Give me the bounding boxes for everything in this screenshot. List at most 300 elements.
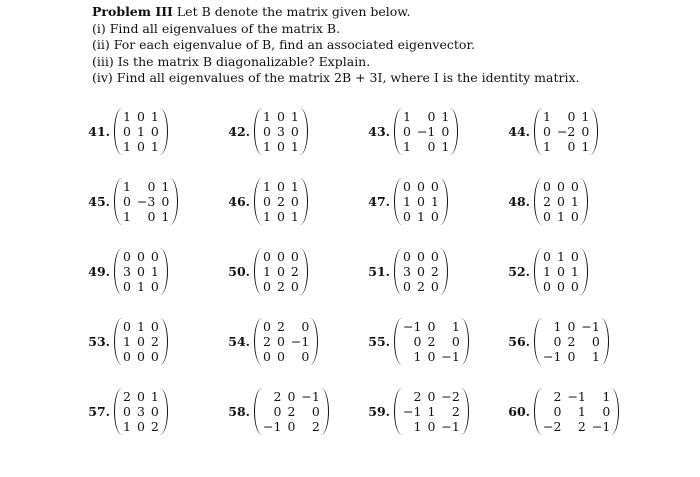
matrix-row bbox=[260, 419, 323, 434]
matrix-entry: 0 bbox=[290, 193, 299, 209]
matrix bbox=[394, 388, 469, 435]
matrix-entry: 0 bbox=[427, 418, 436, 434]
matrix-row bbox=[400, 179, 442, 194]
matrix-entry: 0 bbox=[430, 178, 439, 194]
matrix-entry: 1 bbox=[430, 193, 439, 209]
matrix-entry: 1 bbox=[591, 348, 600, 364]
matrix-row bbox=[540, 404, 613, 419]
matrix-row bbox=[540, 264, 582, 279]
problem-item bbox=[88, 96, 232, 166]
matrix-row bbox=[260, 139, 302, 154]
problem-number: 59. bbox=[368, 403, 390, 419]
problem-item bbox=[228, 96, 372, 166]
matrix-entry: 0 bbox=[290, 278, 299, 294]
matrix-row bbox=[540, 319, 603, 334]
matrix-entry: 1 bbox=[581, 138, 590, 154]
problem-item bbox=[88, 236, 232, 306]
matrix-row bbox=[260, 194, 302, 209]
matrix-entry: 1 bbox=[553, 318, 562, 334]
matrix-entry: 3 bbox=[403, 263, 411, 279]
matrix-entry: 1 bbox=[150, 388, 159, 404]
matrix-entry: 2 bbox=[577, 418, 586, 434]
matrix-entry: 2 bbox=[276, 278, 285, 294]
matrix-entry: 1 bbox=[556, 248, 565, 264]
matrix-entry: 0 bbox=[290, 248, 299, 264]
matrix-entry: 0 bbox=[567, 318, 576, 334]
problem-number: 45. bbox=[88, 193, 110, 209]
instruction-4: (iv) Find all eigenvalues of the matrix 2B + 3I, where I is the identity matrix. bbox=[92, 70, 580, 85]
matrix-entry: 0 bbox=[290, 123, 299, 139]
matrix-entry: −1 bbox=[441, 418, 460, 434]
problem-number: 56. bbox=[508, 333, 530, 349]
matrix-row bbox=[120, 404, 162, 419]
matrix-row bbox=[540, 334, 603, 349]
matrix-entry: 2 bbox=[567, 333, 576, 349]
matrix-entry: 0 bbox=[416, 263, 425, 279]
matrix-row bbox=[120, 109, 162, 124]
matrix-entry: 1 bbox=[150, 108, 159, 124]
matrix-row bbox=[260, 179, 302, 194]
matrix-row bbox=[120, 419, 162, 434]
matrix-entry: 0 bbox=[570, 248, 579, 264]
matrix-entry: 0 bbox=[276, 108, 285, 124]
problem-number: 50. bbox=[228, 263, 250, 279]
matrix-entry: 1 bbox=[290, 178, 299, 194]
matrix bbox=[534, 108, 598, 155]
matrix-row bbox=[260, 319, 312, 334]
matrix-entry: 0 bbox=[416, 248, 425, 264]
matrix-entry: 0 bbox=[567, 138, 576, 154]
matrix bbox=[534, 248, 588, 295]
matrix-entry: 1 bbox=[602, 388, 611, 404]
matrix-entry: 0 bbox=[147, 178, 156, 194]
matrix-entry: 1 bbox=[263, 138, 271, 154]
problem-item bbox=[88, 376, 232, 446]
matrix-entry: 0 bbox=[123, 278, 131, 294]
matrix-entry: 0 bbox=[403, 278, 411, 294]
matrix-entry: 1 bbox=[413, 348, 422, 364]
matrix-row bbox=[120, 209, 172, 224]
matrix-entry: 0 bbox=[150, 318, 159, 334]
matrix-entry: 0 bbox=[150, 248, 159, 264]
matrix-entry: 1 bbox=[403, 108, 411, 124]
matrix-row bbox=[260, 264, 302, 279]
matrix-entry: −1 bbox=[567, 388, 586, 404]
matrix bbox=[254, 108, 308, 155]
matrix-entry: 0 bbox=[136, 138, 145, 154]
matrix-entry: 2 bbox=[150, 418, 159, 434]
matrix bbox=[114, 248, 168, 295]
problem-item bbox=[368, 376, 512, 446]
matrix-entry: 3 bbox=[276, 123, 285, 139]
matrix-entry: 0 bbox=[581, 123, 590, 139]
matrix-entry: 2 bbox=[427, 333, 436, 349]
matrix-entry: 0 bbox=[150, 348, 159, 364]
matrix-entry: 0 bbox=[147, 208, 156, 224]
matrix-entry: 0 bbox=[136, 418, 145, 434]
matrix-row bbox=[260, 109, 302, 124]
matrix-entry: 0 bbox=[123, 403, 131, 419]
matrix-entry: 1 bbox=[441, 138, 450, 154]
problem-row bbox=[88, 236, 652, 306]
matrix-entry: 0 bbox=[150, 123, 159, 139]
matrix-entry: 0 bbox=[430, 278, 439, 294]
matrix-row bbox=[540, 109, 592, 124]
matrix-entry: 1 bbox=[290, 138, 299, 154]
matrix-entry: 1 bbox=[123, 208, 131, 224]
matrix-entry: 0 bbox=[403, 248, 411, 264]
matrix-entry: 0 bbox=[416, 178, 425, 194]
matrix-entry: 2 bbox=[430, 263, 439, 279]
problem-title: Problem III bbox=[92, 4, 173, 19]
matrix bbox=[114, 178, 178, 225]
matrix-entry: 2 bbox=[263, 333, 271, 349]
matrix-row bbox=[260, 389, 323, 404]
matrix-entry: 1 bbox=[543, 263, 551, 279]
matrix-entry: 1 bbox=[263, 208, 271, 224]
matrix-entry: 1 bbox=[123, 418, 131, 434]
matrix-row bbox=[400, 349, 463, 364]
matrix-row bbox=[540, 179, 582, 194]
matrix-row bbox=[400, 279, 442, 294]
matrix-row bbox=[400, 419, 463, 434]
problem-item bbox=[228, 236, 372, 306]
problem-number: 53. bbox=[88, 333, 110, 349]
matrix bbox=[394, 318, 469, 365]
matrix-entry: −2 bbox=[556, 123, 576, 139]
problem-item bbox=[228, 376, 372, 446]
matrix-entry: 0 bbox=[553, 333, 562, 349]
matrix-entry: 1 bbox=[403, 138, 411, 154]
problem-item bbox=[368, 306, 512, 376]
matrix-row bbox=[400, 194, 442, 209]
matrix bbox=[394, 108, 458, 155]
matrix-entry: −1 bbox=[416, 123, 436, 139]
problem-number: 46. bbox=[228, 193, 250, 209]
matrix-entry: 0 bbox=[543, 123, 551, 139]
matrix-entry: 0 bbox=[567, 348, 576, 364]
matrix-entry: 1 bbox=[136, 123, 145, 139]
matrix-entry: −1 bbox=[581, 318, 600, 334]
problem-item bbox=[368, 236, 512, 306]
matrix-row bbox=[400, 319, 463, 334]
matrix-entry: 1 bbox=[263, 108, 271, 124]
matrix-entry: 1 bbox=[263, 263, 271, 279]
matrix-entry: 1 bbox=[150, 263, 159, 279]
matrix-entry: 0 bbox=[263, 278, 271, 294]
matrix-row bbox=[120, 249, 162, 264]
problem-item bbox=[88, 166, 232, 236]
instruction-1: (i) Find all eigenvalues of the matrix B. bbox=[92, 20, 341, 36]
problem-item bbox=[368, 96, 512, 166]
matrix-problem-grid bbox=[88, 96, 652, 446]
matrix-entry: 0 bbox=[556, 278, 565, 294]
matrix-entry: −1 bbox=[301, 388, 320, 404]
matrix-entry: 0 bbox=[441, 123, 450, 139]
matrix-entry: 0 bbox=[276, 208, 285, 224]
matrix-entry: 1 bbox=[161, 178, 170, 194]
matrix-entry: 1 bbox=[290, 208, 299, 224]
matrix-entry: 0 bbox=[591, 333, 600, 349]
matrix-entry: 0 bbox=[427, 388, 436, 404]
matrix-entry: 0 bbox=[150, 278, 159, 294]
matrix-entry: 1 bbox=[413, 418, 422, 434]
matrix-entry: 1 bbox=[427, 403, 436, 419]
matrix-row bbox=[400, 404, 463, 419]
matrix-row bbox=[260, 349, 312, 364]
matrix-row bbox=[400, 334, 463, 349]
matrix-entry: 1 bbox=[543, 138, 551, 154]
matrix-entry: −1 bbox=[441, 348, 460, 364]
matrix-entry: 1 bbox=[577, 403, 586, 419]
matrix-entry: 2 bbox=[416, 278, 425, 294]
matrix-row bbox=[400, 109, 452, 124]
matrix bbox=[114, 318, 168, 365]
instruction-2: (ii) For each eigenvalue of B, find an associated eigenvector. bbox=[92, 37, 476, 52]
matrix-entry: 0 bbox=[123, 248, 131, 264]
matrix-row bbox=[120, 179, 172, 194]
matrix-row bbox=[120, 334, 162, 349]
matrix-entry: 0 bbox=[263, 318, 271, 334]
problem-item bbox=[228, 306, 372, 376]
matrix-entry: 0 bbox=[543, 208, 551, 224]
matrix-entry: 0 bbox=[570, 208, 579, 224]
matrix bbox=[534, 318, 609, 365]
matrix-entry: −3 bbox=[136, 193, 156, 209]
problem-statement bbox=[92, 4, 579, 87]
matrix bbox=[394, 178, 448, 225]
matrix-entry: −1 bbox=[403, 318, 422, 334]
matrix-row bbox=[540, 139, 592, 154]
matrix-entry: 0 bbox=[403, 208, 411, 224]
matrix-entry: 0 bbox=[403, 123, 411, 139]
matrix-entry: 0 bbox=[276, 248, 285, 264]
matrix-entry: 0 bbox=[136, 248, 145, 264]
problem-item bbox=[228, 166, 372, 236]
matrix-entry: 0 bbox=[602, 403, 611, 419]
problem-number: 52. bbox=[508, 263, 530, 279]
matrix-row bbox=[540, 209, 582, 224]
matrix-entry: −1 bbox=[591, 418, 611, 434]
matrix-entry: 2 bbox=[543, 193, 551, 209]
problem-item bbox=[88, 306, 232, 376]
matrix-entry: 0 bbox=[543, 278, 551, 294]
matrix-entry: 2 bbox=[413, 388, 422, 404]
matrix-entry: 0 bbox=[161, 193, 170, 209]
matrix-entry: 1 bbox=[556, 208, 565, 224]
problem-intro: Let B denote the matrix given below. bbox=[176, 4, 411, 19]
matrix-entry: 0 bbox=[427, 318, 436, 334]
matrix-entry: 0 bbox=[136, 108, 145, 124]
matrix-entry: 2 bbox=[290, 263, 299, 279]
problem-number: 60. bbox=[508, 403, 530, 419]
matrix bbox=[254, 388, 329, 435]
matrix-entry: 0 bbox=[136, 388, 145, 404]
matrix-row bbox=[540, 389, 613, 404]
matrix-entry: 0 bbox=[543, 248, 551, 264]
matrix-entry: 0 bbox=[150, 403, 159, 419]
problem-item bbox=[368, 166, 512, 236]
matrix-entry: 1 bbox=[123, 138, 131, 154]
matrix-entry: 0 bbox=[430, 208, 439, 224]
matrix-row bbox=[120, 319, 162, 334]
problem-row bbox=[88, 96, 652, 166]
matrix-entry: 1 bbox=[543, 108, 551, 124]
matrix-entry: 1 bbox=[451, 318, 460, 334]
matrix-entry: 0 bbox=[136, 263, 145, 279]
matrix-entry: 0 bbox=[276, 138, 285, 154]
matrix-entry: 2 bbox=[276, 193, 285, 209]
matrix bbox=[114, 388, 168, 435]
matrix-row bbox=[400, 389, 463, 404]
matrix-entry: 0 bbox=[263, 123, 271, 139]
problem-row bbox=[88, 166, 652, 236]
matrix-row bbox=[540, 419, 613, 434]
matrix-entry: 0 bbox=[263, 348, 271, 364]
matrix-entry: 0 bbox=[276, 263, 285, 279]
matrix-entry: 0 bbox=[553, 403, 562, 419]
matrix-row bbox=[260, 124, 302, 139]
matrix-row bbox=[400, 249, 442, 264]
problem-row bbox=[88, 306, 652, 376]
matrix-row bbox=[120, 349, 162, 364]
matrix-entry: 1 bbox=[290, 108, 299, 124]
matrix-entry: 0 bbox=[570, 178, 579, 194]
matrix-row bbox=[120, 279, 162, 294]
matrix-entry: −1 bbox=[290, 333, 310, 349]
matrix-row bbox=[400, 209, 442, 224]
matrix-entry: 3 bbox=[123, 263, 131, 279]
matrix-entry: 2 bbox=[311, 418, 320, 434]
matrix-entry: 0 bbox=[543, 178, 551, 194]
matrix-row bbox=[120, 194, 172, 209]
problem-number: 48. bbox=[508, 193, 530, 209]
matrix-entry: 0 bbox=[556, 263, 565, 279]
matrix-entry: 0 bbox=[451, 333, 460, 349]
matrix-entry: 2 bbox=[273, 388, 282, 404]
matrix bbox=[114, 108, 168, 155]
matrix-entry: 0 bbox=[136, 333, 145, 349]
matrix-entry: 0 bbox=[287, 388, 296, 404]
problem-number: 57. bbox=[88, 403, 110, 419]
matrix-entry: 2 bbox=[150, 333, 159, 349]
matrix-row bbox=[260, 209, 302, 224]
matrix-entry: 1 bbox=[441, 108, 450, 124]
matrix-entry: 0 bbox=[567, 108, 576, 124]
matrix-row bbox=[120, 264, 162, 279]
matrix-entry: 1 bbox=[581, 108, 590, 124]
matrix-row bbox=[540, 249, 582, 264]
instruction-3: (iii) Is the matrix B diagonalizable? Explain. bbox=[92, 53, 371, 69]
matrix bbox=[254, 178, 308, 225]
matrix-entry: 2 bbox=[123, 388, 131, 404]
matrix-entry: 1 bbox=[123, 108, 131, 124]
matrix-entry: 0 bbox=[123, 348, 131, 364]
matrix-entry: 0 bbox=[123, 193, 131, 209]
matrix-entry: 0 bbox=[276, 333, 285, 349]
problem-number: 41. bbox=[88, 123, 110, 139]
matrix-entry: 0 bbox=[263, 248, 271, 264]
matrix-entry: 1 bbox=[136, 278, 145, 294]
matrix-entry: −2 bbox=[441, 388, 460, 404]
matrix-row bbox=[120, 124, 162, 139]
matrix-entry: 0 bbox=[311, 403, 320, 419]
matrix-row bbox=[260, 404, 323, 419]
problem-number: 55. bbox=[368, 333, 390, 349]
matrix-entry: 0 bbox=[427, 138, 436, 154]
problem-number: 51. bbox=[368, 263, 390, 279]
matrix-entry: 0 bbox=[123, 123, 131, 139]
matrix-entry: 2 bbox=[451, 403, 460, 419]
matrix-row bbox=[120, 389, 162, 404]
matrix-entry: 0 bbox=[276, 348, 285, 364]
matrix-entry: 0 bbox=[556, 178, 565, 194]
problem-number: 42. bbox=[228, 123, 250, 139]
matrix-entry: 1 bbox=[150, 138, 159, 154]
matrix-entry: 0 bbox=[276, 178, 285, 194]
matrix-entry: 1 bbox=[263, 178, 271, 194]
matrix-entry: 0 bbox=[430, 248, 439, 264]
matrix-entry: −1 bbox=[263, 418, 282, 434]
problem-item bbox=[508, 376, 652, 446]
problem-number: 47. bbox=[368, 193, 390, 209]
matrix-entry: −1 bbox=[403, 403, 422, 419]
matrix-entry: 0 bbox=[416, 193, 425, 209]
matrix-entry: 0 bbox=[556, 193, 565, 209]
problem-number: 44. bbox=[508, 123, 530, 139]
matrix-entry: 1 bbox=[570, 263, 579, 279]
matrix-entry: 0 bbox=[263, 193, 271, 209]
problem-row bbox=[88, 376, 652, 446]
matrix-entry: 0 bbox=[403, 178, 411, 194]
matrix-entry: 0 bbox=[413, 333, 422, 349]
matrix bbox=[394, 248, 448, 295]
matrix-row bbox=[540, 279, 582, 294]
matrix-entry: 0 bbox=[427, 348, 436, 364]
matrix-row bbox=[540, 349, 603, 364]
matrix-entry: 1 bbox=[161, 208, 170, 224]
matrix-row bbox=[120, 139, 162, 154]
matrix-entry: −1 bbox=[543, 348, 562, 364]
problem-item bbox=[508, 236, 652, 306]
matrix-row bbox=[400, 124, 452, 139]
matrix-row bbox=[540, 194, 582, 209]
matrix-entry: 0 bbox=[123, 318, 131, 334]
matrix-row bbox=[260, 279, 302, 294]
matrix-entry: 2 bbox=[287, 403, 296, 419]
matrix bbox=[254, 318, 318, 365]
matrix-entry: 2 bbox=[553, 388, 562, 404]
matrix-entry: 1 bbox=[416, 208, 425, 224]
problem-item bbox=[508, 306, 652, 376]
matrix-entry: 0 bbox=[287, 418, 296, 434]
matrix-entry: 0 bbox=[427, 108, 436, 124]
matrix-entry: 0 bbox=[301, 348, 310, 364]
matrix-row bbox=[260, 249, 302, 264]
matrix-entry: 1 bbox=[403, 193, 411, 209]
matrix-entry: 0 bbox=[136, 348, 145, 364]
matrix-entry: 1 bbox=[123, 333, 131, 349]
matrix-entry: 0 bbox=[570, 278, 579, 294]
matrix-row bbox=[400, 264, 442, 279]
matrix-entry: 1 bbox=[570, 193, 579, 209]
matrix-entry: 0 bbox=[273, 403, 282, 419]
matrix-row bbox=[260, 334, 312, 349]
matrix-row bbox=[400, 139, 452, 154]
matrix-entry: 0 bbox=[301, 318, 310, 334]
problem-number: 43. bbox=[368, 123, 390, 139]
problem-item bbox=[508, 96, 652, 166]
